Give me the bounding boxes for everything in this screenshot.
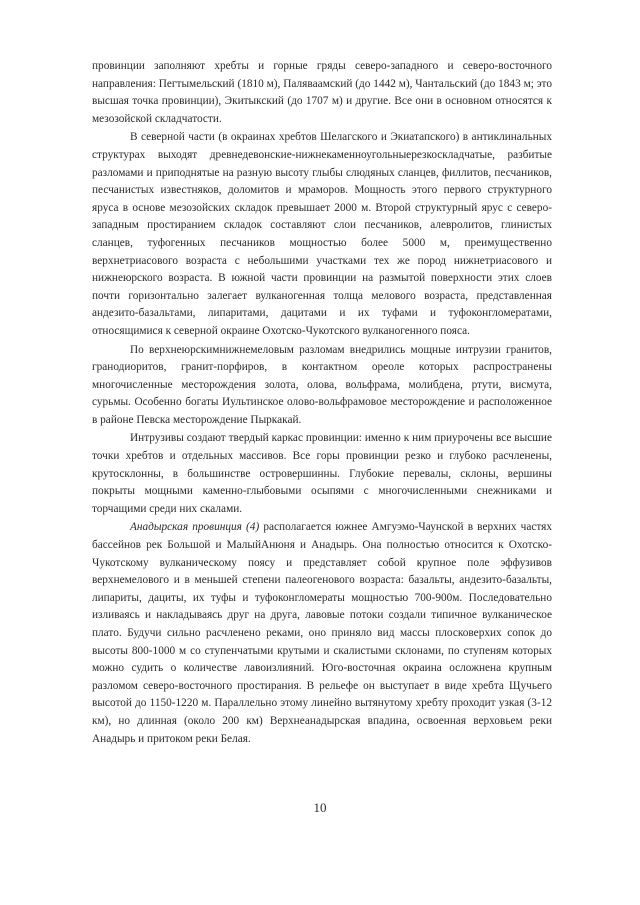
page-number: 10 (313, 800, 327, 815)
paragraph-4: Интрузивы создают твердый каркас провинции: именно к ним приурочены все высшие точки хребтов и отдельных массивов. Все горы провинции резко и глубоко расчленены, крутосклонны, в большинстве островершинны. Глубокие перевалы, склоны, вершины покрыты мощными каменно-глыбовыми осыпями с многочисленными снежниками и торчащими среди них скалами. (92, 432, 552, 515)
paragraph-5 (92, 519, 552, 748)
paragraph-3: По верхнеюрскимнижнемеловым разломам внедрились мощные интрузии гранитов, гранодиоритов, гранит-порфиров, в контактном ореоле которых распространены многочисленные месторождения золота, олова, вольфрама, молибдена, ртути, висмута, сурьмы. Особенно богаты Иультинское олово-вольфрамовое месторождение и расположенное в районе Певска месторождение Пыркакай. (92, 343, 552, 426)
province-title: Анадырская провинция (4) (130, 521, 260, 534)
paragraph-2: В северной части (в окраинах хребтов Шелагского и Экиатапского) в антиклинальных структурах выходят древнедевонские-нижнекаменноугольныерезкоскладчатые, разбитые разломами и приподнятые на разную высоту глыбы слюдяных сланцев, филлитов, песчаников, песчанистых известняков, доломитов и мраморов. Мощность этого первого структурного яруса в основе мезозойских складок превышает 2000 м. Второй структурный ярус с северо-западным простиранием складок составляют слои песчаников, алевролитов, глинистых сланцев, туфогенных песчаников мощностью более 5000 м, преимущественно верхнетриасового возраста с небольшими участками тех же пород нижнетриасового и нижнеюрского возраста. В южной части провинции на размытой поверхности этих слоев почти горизонтально залегает вулканогенная толща мелового возраста, представленная андезито-базальтами, липаритами, дацитами и их туфами и туфоконгломератами, относящимися к северной окраине Охотско-Чукотского вулканогенного пояса. (92, 131, 552, 337)
document-body (92, 58, 552, 748)
paragraph-5-text: располагается южнее Амгуэмо-Чаунской в верхних частях бассейнов рек Большой и МалыйАнюня и Анадырь. Она полностью относится к Охотско-Чукотскому вулканическому поясу и представляет собой крупное поле эффузивов верхнемелового и в меньшей степени палеогенового возраста: базальты, андезито-базальты, липариты, дациты, их туфы и туфоконгломераты мощностью 700-900м. Последовательно изливаясь и накладываясь друг на друга, лавовые потоки создали типичное вулканическое плато. Будучи сильно расчленено реками, оно приняло вид массы плосковерхих сопок до высоты 800-1000 м со ступенчатыми крутыми и скалистыми склонами, по ступеням которых можно судить о количестве лавоизлияний. Юго-восточная окраина осложнена крупным разломом северо-восточного простирания. В рельефе он выступает в виде хребта Щучьего высотой до 1150-1220 м. Параллельно этому линейно вытянутому хребту проходит узкая (3-12 км), но длинная (около 200 км) Верхнеанадырская впадина, освоенная верховьем реки Анадырь и притоком реки Белая. (92, 521, 552, 745)
paragraph-1: провинции заполняют хребты и горные гряды северо-западного и северо-восточного направления: Пегтымельский (1810 м), Палявaамский (до 1442 м), Чантальский (до 1843 м; это высшая точка провинции), Экитыкский (до 1707 м) и другие. Все они в основном относятся к мезозойской складчатости. (92, 60, 552, 125)
